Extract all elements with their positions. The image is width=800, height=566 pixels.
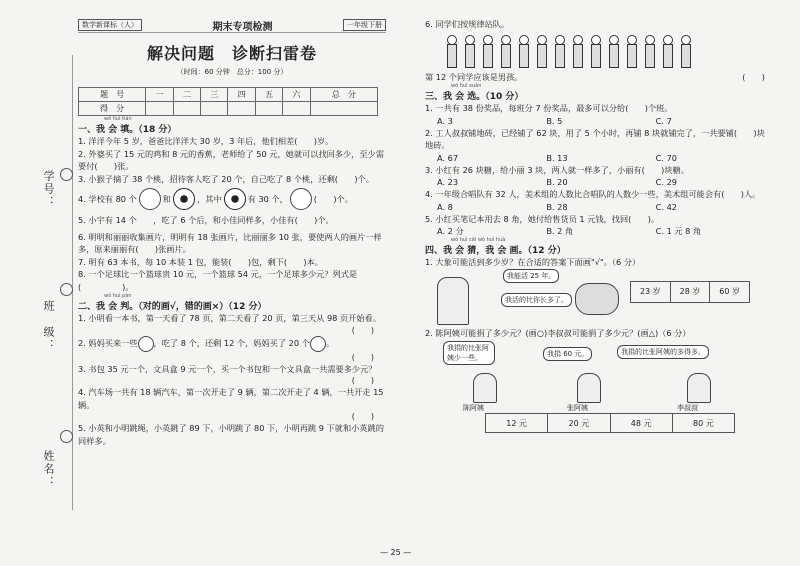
- edition-tag: 数学新课标（人）: [78, 19, 142, 31]
- page-header: [78, 18, 386, 33]
- question: 3. 书包 35 元一个，文具盒 9 元一个，买一个书包和一个文具盒一共需要多少元？: [78, 363, 377, 374]
- score-header-cell: 题 号: [79, 88, 146, 102]
- score-header-cell: 二: [173, 88, 200, 102]
- volleyball-icon: [290, 188, 312, 210]
- header-title: 期末专项检测: [212, 21, 273, 33]
- question: 2. 外婆买了 15 元的鸡和 8 元的香蕉，老师给了 50 元，她就可以找回多少，至少需要付( )张。: [78, 148, 384, 171]
- score-header-cell: 一: [146, 88, 173, 102]
- giraffe-icon: [437, 277, 469, 325]
- options: A. 67 B. 13 C. 70: [437, 152, 677, 163]
- person-icon: [577, 373, 601, 403]
- volleyball-icon: [139, 188, 161, 210]
- speech-bubble: 我捐的比张阿姨少一些。: [443, 341, 495, 365]
- answer-blank: ( ): [351, 352, 374, 362]
- section-2-title: 二、我 会 判。（对的画√，错的画×）（12 分）: [78, 302, 267, 312]
- question: 1. 大象可能活到多少岁？在合适的答案下面画"√"。（6 分）: [425, 257, 641, 267]
- person-name: 陈阿姨: [463, 404, 484, 412]
- question: 5. 小宇有 14 个 ，吃了 6 个后，和小佳同样多，小佳有( )个。: [78, 215, 334, 225]
- age-options: [630, 281, 750, 303]
- question: 1. 小明看一本书，第一天看了 78 页，第二天看了 20 页，第三天从 98 页开始看。: [78, 313, 381, 323]
- grade-tag: 一年级下册: [343, 19, 386, 31]
- score-header-cell: 四: [228, 88, 255, 102]
- section-3-title: 三、我 会 选。（10 分）: [425, 92, 524, 102]
- question: 5. 小英和小明跳绳，小英跳了 89 下，小明跳了 80 下，小明再跳 9 下就和小英跳的同样多。: [78, 423, 384, 446]
- binding-hole: [60, 430, 73, 443]
- score-header-cell: 六: [283, 88, 310, 102]
- page-number: — 25 —: [380, 548, 412, 557]
- question: 4. 学校有 80 个 和 ，其中 有 30 个， ( )个。: [78, 188, 386, 210]
- apple-icon: [138, 336, 154, 352]
- name-label: 姓名：: [42, 450, 55, 489]
- soccer-ball-icon: [224, 188, 246, 210]
- question: 2. 陈阿姨可能捐了多少元？(画○)李叔叔可能捐了多少元？(画△)（6 分）: [425, 327, 691, 338]
- class-label: 班 级：: [42, 300, 55, 352]
- age-option: 28 岁: [670, 281, 710, 302]
- question: 6. 同学们按规律站队。: [425, 19, 510, 29]
- score-row-label: 得 分: [79, 102, 146, 116]
- question: 第 12 个同学应该是男孩。 ( ): [425, 71, 765, 82]
- question: 4. 一年级合唱队有 32 人，美术组的人数比合唱队的人数少一些，美术组可能会有( )人。: [425, 189, 761, 199]
- age-option: 60 岁: [710, 281, 750, 302]
- amount-option: 80 元: [672, 414, 734, 433]
- options: A. 23 B. 20 C. 29: [437, 177, 677, 187]
- person-name: 张阿姨: [567, 404, 588, 412]
- binding-hole: [60, 168, 73, 181]
- question: 4. 汽车场一共有 18 辆汽车，第一次开走了 9 辆，第二次开走了 4 辆，一共开走 15 辆。: [78, 387, 384, 410]
- amount-option: 20 元: [548, 414, 610, 433]
- question: 5. 小红买笔记本用去 8 角，她付给售货员 1 元钱，找回( )。: [425, 213, 660, 224]
- person-icon: [687, 373, 711, 403]
- elephant-icon: [575, 283, 619, 315]
- question: 7. 明有 63 本书，每 10 本装 1 包，能装( )包，剩下( )本。: [78, 256, 323, 267]
- question: 3. 小猴子摘了 38 个桃，招待客人吃了 20 个，自己吃了 8 个桃，还剩( )个。: [78, 173, 374, 184]
- score-header-cell: 五: [255, 88, 282, 102]
- score-table: [78, 87, 378, 116]
- binding-hole: [60, 283, 73, 296]
- person-name: 李叔叔: [677, 404, 698, 412]
- pinyin: wǒ huì tián: [104, 116, 132, 122]
- page-title: 解决问题 诊断扫雷卷: [146, 44, 317, 63]
- answer-blank: ( ): [351, 325, 374, 335]
- question: 8. 一个足球比一个篮球贵 10 元，一个篮球 54 元，一个足球多少元？列式是( )。: [78, 269, 358, 292]
- animal-illustration: [425, 269, 765, 327]
- score-header-cell: 总 分: [310, 88, 377, 102]
- exam-info: （时间：60 分钟 总分：100 分）: [176, 68, 288, 76]
- question: 1. 一共有 38 份奖品，每班分 7 份奖品，最多可以分给( )个班。: [425, 103, 673, 113]
- answer-blank: ( ): [351, 412, 374, 421]
- person-icon: [473, 373, 497, 403]
- options: A. 2 分 B. 2 角 C. 1 元 8 角: [437, 226, 702, 236]
- amount-option: 12 元: [486, 414, 548, 433]
- speech-bubble: 我捐的比张阿姨的多得多。: [617, 345, 709, 359]
- question: 6. 明明和丽丽收集画片，明明有 18 张画片，比丽丽多 10 张，要使两人的画片一样多，原来丽丽有( )张画片。: [78, 231, 382, 254]
- soccer-ball-icon: [173, 188, 195, 210]
- score-header-cell: 三: [201, 88, 228, 102]
- right-column: [425, 18, 765, 435]
- student-id-label: 学号：: [42, 170, 55, 209]
- amount-option: 48 元: [610, 414, 672, 433]
- pinyin: wǒ huì xuǎn: [451, 83, 482, 89]
- pinyin: wǒ huì cāi wǒ huì huà: [451, 237, 506, 243]
- question: 2. 工人叔叔铺地砖，已经铺了 62 块，用了 5 个小时，再铺 8 块就铺完了，一共要铺( )块地砖。: [425, 127, 765, 150]
- speech-bubble: 我能活 25 年。: [503, 269, 559, 283]
- donation-illustration: [425, 339, 765, 435]
- donation-amounts: [485, 413, 735, 433]
- apple-icon: [310, 336, 326, 352]
- question: 1. 洋洋今年 5 岁，爸爸比洋洋大 30 岁，3 年后，他们相差( )岁。: [78, 136, 334, 146]
- children-queue-illustration: [445, 35, 765, 69]
- speech-bubble: 我活的比你长多了。: [501, 293, 572, 307]
- speech-bubble: 我捐 60 元。: [543, 347, 592, 361]
- section-4-title: 四、我 会 猜，我 会 画。（12 分）: [425, 246, 566, 256]
- age-option: 23 岁: [631, 281, 671, 302]
- question: 3. 小红有 26 块糖，给小丽 3 块，两人就一样多了，小丽有( )块糖。: [425, 164, 689, 175]
- options: A. 8 B. 28 C. 42: [437, 201, 677, 212]
- pinyin: wǒ huì pàn: [104, 293, 132, 299]
- question: 2. 妈妈买来一些 ，吃了 8 个，还剩 12 个，妈妈买了 20 个 。: [78, 336, 386, 352]
- section-1-title: 一、我 会 填。（18 分）: [78, 125, 177, 135]
- options: A. 3 B. 5 C. 7: [437, 115, 672, 126]
- answer-blank: ( ): [351, 376, 374, 385]
- left-column: [78, 18, 386, 447]
